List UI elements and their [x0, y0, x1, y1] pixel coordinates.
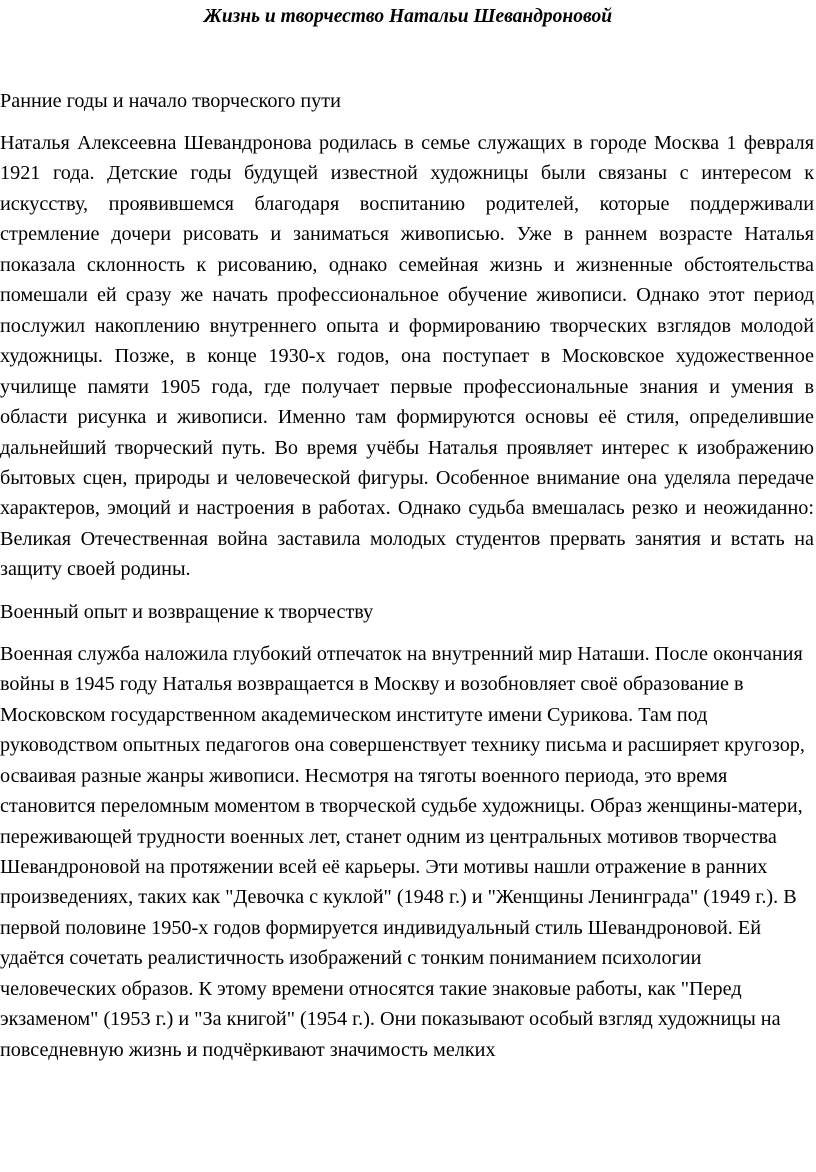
document-body: [0, 86, 814, 1077]
paragraph-early-years: Наталья Алексеевна Шевандронова родилась в семье служащих в городе Москва 1 февраля 1921 года. Детские годы будущей известной художницы были связаны с интересом к искусству, проявившемся благодаря воспитанию родителей, которые поддерживали стремление дочери рисовать и заниматься живописью. Уже в раннем возрасте Наталья показала склонность к рисованию, однако семейная жизнь и жизненные обстоятельства помешали ей сразу же начать профессиональное обучение живописи. Однако этот период послужил накоплению внутреннего опыта и формированию творческих взглядов молодой художницы. Позже, в конце 1930-х годов, она поступает в Московское художественное училище памяти 1905 года, где получает первые профессиональные знания и умения в области рисунка и живописи. Именно там формируются основы её стиля, определившие дальнейший творческий путь. Во время учёбы Наталья проявляет интерес к изображению бытовых сцен, природы и человеческой фигуры. Особенное внимание она уделяла передаче характеров, эмоций и настроения в работах. Однако судьба вмешалась резко и неожиданно: Великая Отечественная война заставила молодых студентов прервать занятия и встать на защиту своей родины.: [0, 132, 814, 581]
section-heading-war-experience: Военный опыт и возвращение к творчеству: [0, 600, 374, 623]
section-war-experience: [0, 597, 814, 1065]
section-heading-early-years: Ранние годы и начало творческого пути: [0, 90, 341, 112]
document-title: Жизнь и творчество Натальи Шевандроновой: [203, 6, 613, 27]
section-early-years: [0, 86, 814, 585]
paragraph-war-experience: Военная служба наложила глубокий отпечаток на внутренний мир Наташи. После окончания войны в 1945 году Наталья возвращается в Москву и возобновляет своё образование в Московском государственном академическом институте имени Сурикова. Там под руководством опытных педагогов она совершенствует технику письма и расширяет кругозор, осваивая разные жанры живописи. Несмотря на тяготы военного периода, это время становится переломным моментом в творческой судьбе художницы. Образ женщины-матери, переживающей трудности военных лет, станет одним из центральных мотивов творчества Шевандроновой на протяжении всей её карьеры. Эти мотивы нашли отражение в ранних произведениях, таких как "Девочка с куклой" (1948 г.) и "Женщины Ленинграда" (1949 г.). В первой половине 1950-х годов формируется индивидуальный стиль Шевандроновой. Ей удаётся сочетать реалистичность изображений с тонким пониманием психологии человеческих образов. К этому времени относятся такие знаковые работы, как "Перед экзаменом" (1953 г.) и "За книгой" (1954 г.). Они показывают особый взгляд художницы на повседневную жизнь и подчёркивают значимость мелких: [0, 642, 805, 1061]
